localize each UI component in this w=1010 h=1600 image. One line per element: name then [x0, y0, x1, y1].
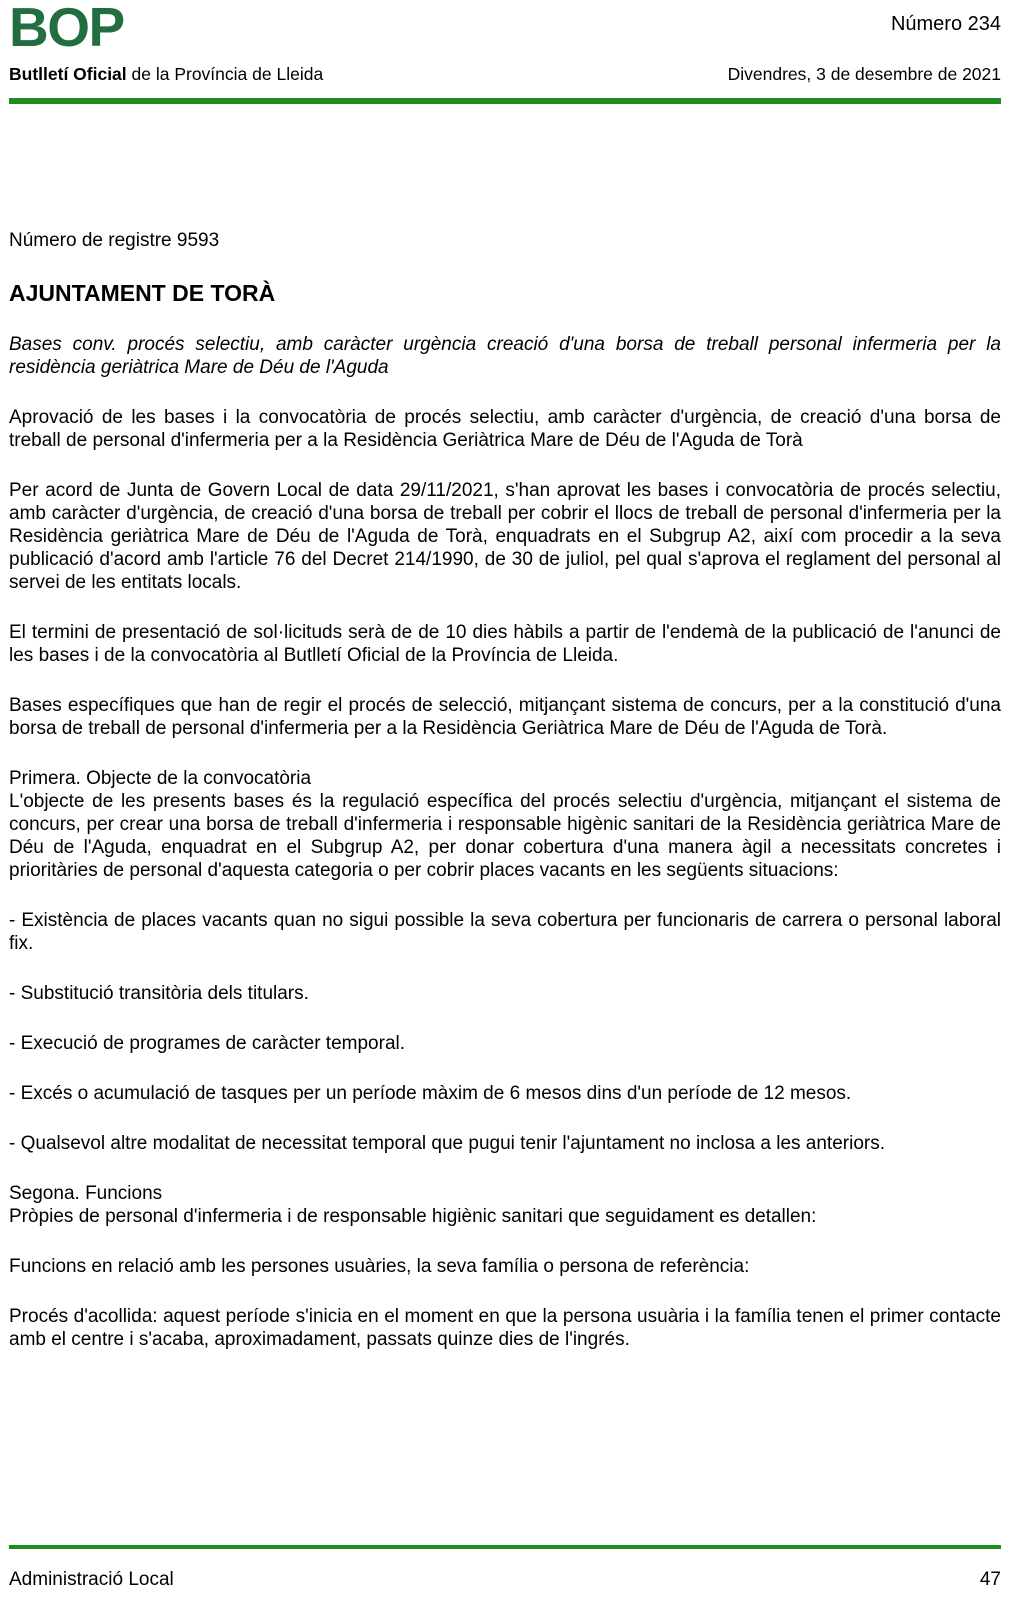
publication-title-bold: Butlletí Oficial	[9, 64, 127, 84]
masthead-top-row	[9, 0, 1001, 60]
announcement-body	[9, 229, 1001, 1351]
footer-row	[9, 1545, 1001, 1591]
footer-rule	[9, 1545, 1001, 1549]
masthead-rule	[9, 98, 1001, 104]
issue-number: Número 234	[890, 13, 1001, 35]
section-heading: Segona. Funcions	[9, 1183, 163, 1204]
section-block-primera	[9, 767, 1001, 882]
paragraph: Aprovació de les bases i la convocatòria de procés selectiu, amb caràcter d'urgència, de creació d'una borsa de treball de personal d'infermeria per a la Residència Geriàtrica Mare de Déu de l'Aguda de Torà	[9, 407, 1001, 451]
footer-section-label: Administració Local	[9, 1569, 174, 1590]
masthead	[9, 0, 1001, 104]
paragraph: Funcions en relació amb les persones usuàries, la seva família o persona de referència:	[9, 1256, 750, 1277]
list-item: - Substitució transitòria dels titulars.	[9, 983, 309, 1004]
list-item: - Excés o acumulació de tasques per un període màxim de 6 mesos dins d'un període de 12 mesos.	[9, 1083, 852, 1104]
section-block-segona	[9, 1182, 1001, 1228]
page-footer	[9, 1545, 1001, 1600]
publication-date: Divendres, 3 de desembre de 2021	[727, 64, 1001, 84]
section-text: L'objecte de les presents bases és la regulació específica del procés selectiu d'urgència, mitjançant el sistema de concurs, per crear una borsa de treball d'infermeria i responsable higènic sanitari de la Residència geriàtrica Mare de Déu de l'Aguda, enquadrat en el Subgrup A2, per donar cobertura d'una manera àgil a necessitats concretes i prioritàries de personal d'aquesta categoria o per cobrir places vacants en les següents situacions:	[9, 791, 1001, 881]
registry-number: Número de registre 9593	[9, 230, 220, 251]
list-item: - Execució de programes de caràcter temporal.	[9, 1033, 406, 1054]
page-number: 47	[979, 1569, 1001, 1590]
announcement-subject: Bases conv. procés selectiu, amb caràcter urgència creació d'una borsa de treball personal infermeria per la residència geriàtrica Mare de Déu de l'Aguda	[9, 334, 1001, 378]
paragraph: Procés d'acollida: aquest període s'inicia en el moment en que la persona usuària i la família tenen el primer contacte amb el centre i s'acaba, aproximadament, passats quinze dies de l'ingrés.	[9, 1306, 1001, 1350]
paragraph: El termini de presentació de sol·licituds serà de de 10 dies hàbils a partir de l'endemà de la publicació de l'anunci de les bases i de la convocatòria al Butlletí Oficial de la Província de Lleida.	[9, 622, 1001, 666]
publication-title-rest: de la Província de Lleida	[126, 64, 324, 84]
paragraph: Per acord de Junta de Govern Local de data 29/11/2021, s'han aprovat les bases i convocatòria de procés selectiu, amb caràcter d'urgència, de creació d'una borsa de treball per cobrir el llocs de treball de personal d'infermeria per la Residència geriàtrica Mare de Déu de l'Aguda de Torà, enquadrats en el Subgrup A2, així com procedir a la seva publicació d'acord amb l'article 76 del Decret 214/1990, de 30 de juliol, pel qual s'aprova el reglament del personal al servei de les entitats locals.	[9, 480, 1001, 593]
paragraph: Bases específiques que han de regir el procés de selecció, mitjançant sistema de concurs, per a la constitució d'una borsa de treball de personal d'infermeria per a la Residència Geriàtrica Mare de Déu de l'Aguda de Torà.	[9, 695, 1001, 739]
section-heading: Primera. Objecte de la convocatòria	[9, 768, 312, 789]
masthead-sub-row	[9, 62, 1001, 86]
organization-name: AJUNTAMENT DE TORÀ	[9, 280, 276, 306]
list-item: - Existència de places vacants quan no sigui possible la seva cobertura per funcionaris de carrera o personal laboral fix.	[9, 910, 1001, 954]
publication-title	[9, 62, 323, 86]
bop-logo: BOP	[9, 0, 124, 58]
list-item: - Qualsevol altre modalitat de necessitat temporal que pugui tenir l'ajuntament no inclosa a les anteriors.	[9, 1133, 885, 1154]
section-text: Pròpies de personal d'infermeria i de responsable higiènic sanitari que seguidament es detallen:	[9, 1206, 817, 1227]
